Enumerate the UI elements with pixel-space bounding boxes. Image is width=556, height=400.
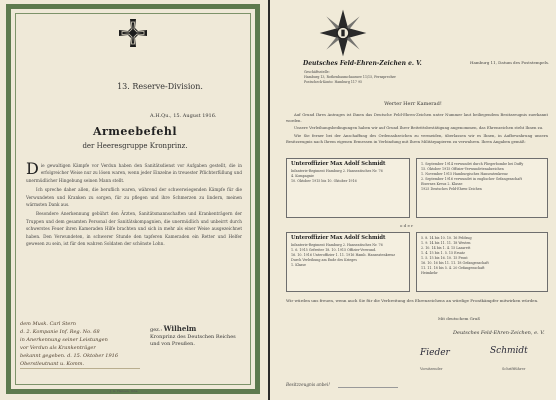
iron-cross-icon <box>118 18 148 48</box>
place-date: Hamburg 11, Datum des Poststempels. <box>470 60 550 65</box>
certificate-enclosed: Besitzzeugnis anbei! <box>286 382 330 387</box>
paragraph: Auf Grund Ihres Antrages ist Ihnen das Deutsche Feld-Ehren-Zeichen unter Nummer laut beiliegendem Besitzzeugnis zuerkannt worden. <box>286 112 548 124</box>
paragraph: Wie Sie ferner bei der Anschaffung des Ordensabzeichen zu vermeiden, überlassen wir es Ihnen, in Aufbewahrung unsern Besitzzeugnis nach Ihrem eigenen Ermessen in Verbindung mit Ihren Militärpapieren zu verwahren. Ihren Angaben gemäß: <box>286 132 548 144</box>
closing-organization: Deutsches Feld-Ehren-Zeichen, e. V. <box>453 330 545 336</box>
letter-body <box>286 112 548 146</box>
paragraph: Besondere Anerkennung gebührt den Ärzten, Sanitätsmannschaften und Krankenträgern der Truppen und dem gesamten Personal der Sanitätskompagnien, die unermüdlich und unbeirrt durch schwerstes Feuer ihren Kameraden Hilfe brachten und sich in mehr als einer Weise ausgezeichnet haben. Den Verwundeten, in schwerer Stunde den tapferen Kameraden ein Retter und Helfer gewesen zu sein, ist für den wahren Soldaten der schönste Lohn. <box>26 211 242 247</box>
signature-block: gez.: Wilhelm Kronprinz des Deutschen Reiches und von Preußen. <box>150 324 236 347</box>
date-line: A.H.Qu., 15. August 1916. <box>150 113 217 119</box>
underline-rule <box>338 387 398 388</box>
record-box-name: Unteroffizier Max Adolf Schmidt Infanterie-Regiment Hamburg 2. Hanseatisches Nr. 76 4. Kompagnie 10. Oktober 1915 bis 10. Oktober 1916 <box>286 158 410 218</box>
badge-emblem-icon <box>318 8 368 58</box>
army-order-document <box>0 0 268 400</box>
handwritten-annotation: dem Musk. Carl Stern d. 2. Kompanie Inf. Reg. No. 68 in Anerkennung seiner Leistungen vor Verdun als Krankenträger bekannt gegeben. d. 15. Oktober 1916 Oberstleutnant u. Komm. <box>20 320 140 369</box>
chairman-role: Vorsitzender <box>420 367 443 371</box>
paragraph: Unsere Verleihungsbedingungen haben wir auf Grund Ihrer Beitrittsbestätigung angenommen, das Ehrenzeichen steht Ihnen zu. <box>294 125 544 131</box>
order-body <box>26 159 242 249</box>
paragraph: Ich spreche daher allen, die beruflich waren, während der schwerwiegenden Kämpfe für die Verwundeten und Kranken zu sorgen, für zu pflegen und ihre Schmerzen zu lindern, meinen wärmsten Dank aus. <box>26 187 242 208</box>
record-box-events: 1. September 1914 verwundet durch Fliegerbombe bei Duffy 15. Oktober 1915 Offizier-Verwundetenabzeichen 1. November 1915 Hamburgisches Hanseatenkreuz 2. September 1916 verwundet in englischer Gefangenschaft Eisernes Kreuz 2. Klasse 1925 Deutsches Feld-Ehren-Zeichen <box>416 158 548 218</box>
drop-cap: D <box>26 159 39 178</box>
or-separator: o d e r <box>400 223 414 228</box>
record-box-name-alt: Unteroffizier Max Adolf Schmidt Infanterie-Regiment Hamburg 2. Hanseatisches Nr. 76 1. 6. 1915 Gefreiter 18. 10. 1915 Offizier-Verwund. 16. 10. 1916 Unteroffizier 1. 11. 1916 Hamb. Hanseatenkreuz Durch Verleihung am Ende des Krieges 1. Klasse <box>286 232 410 292</box>
chairman-signature: Fieder <box>420 348 450 358</box>
organization-name: Deutsches Feld-Ehren-Zeichen e. V. <box>303 60 422 67</box>
record-box-service: 5. 8. 14 bis 10. 10. 16 Feldzug 1. 9. 14 bis 11. 11. 18 Westen 2. 10. 14 bis 1. 4. 15 Lazarett 1. 4. 15 bis 1. 5. 15 Ersatz 1. 5. 15 bis 16. 10. 15 Front 16. 10. 16 bis 11. 11. 18 Gefangenschaft 11. 11. 18 bis 5. 4. 20 Gefangenschaft Heimkehr <box>416 232 548 292</box>
closing-greeting: Mit deutschem Gruß <box>438 316 481 321</box>
document-subtitle: der Heeresgruppe Kronprinz. <box>82 142 188 150</box>
closing-paragraph: Wir würden uns freuen, wenn auch Sie für die Verbreitung des Ehrenzeichens an würdige Frontkämpfer mitwirken würden. <box>286 298 539 303</box>
secretary-signature: Schmidt <box>490 346 528 356</box>
paragraph: ie gewaltigen Kämpfe vor Verdun haben den Sanitätsdienst vor Aufgaben gestellt, die in erfolgreicher Weise nur zu lösen waren, wenn jeder Einzelne in treuester Pflichterfüllung und unermüdlicher Hingebung seinen Mann stellt. <box>26 163 242 183</box>
printer-footer: J. G. Hansen, Ibba. <box>110 389 139 393</box>
salutation: Werter Herr Kamerad! <box>384 101 442 107</box>
document-title: Armeebefehl <box>92 125 178 138</box>
signer-name: Wilhelm <box>163 324 197 333</box>
organization-address: Geschäftsstelle: Hamburg 13, Rothenbaumchaussee 11/15, Fernsprecher Postscheck-Konto: Hamburg 117 95 <box>304 70 396 84</box>
division-heading: 13. Reserve-Division. <box>117 82 203 91</box>
honor-badge-letter <box>270 0 556 400</box>
secretary-role: Schriftführer <box>502 367 526 371</box>
